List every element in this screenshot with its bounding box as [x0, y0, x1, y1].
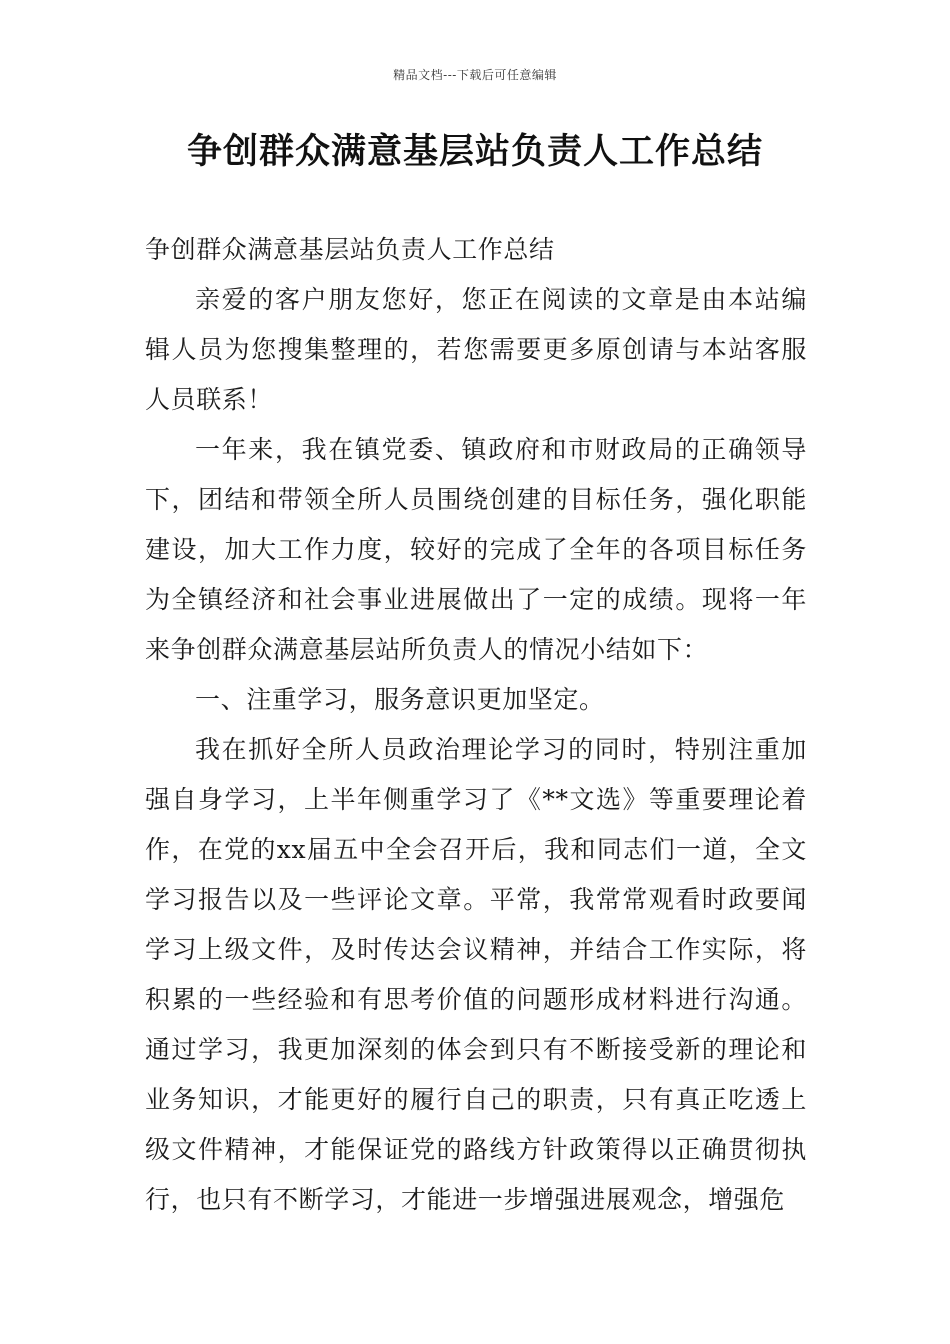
document-body: [145, 225, 807, 1225]
document-title: 争创群众满意基层站负责人工作总结: [186, 132, 763, 172]
body-subtitle: 争创群众满意基层站负责人工作总结: [145, 235, 555, 264]
body-paragraph-intro: 一年来，我在镇党委、镇政府和市财政局的正确领导下，团结和带领全所人员围绕创建的目标任务，强化职能建设，加大工作力度，较好的完成了全年的各项目标任务为全镇经济和社会事业进展做出了一定的成绩。现将一年来争创群众满意基层站所负责人的情况小结如下：: [145, 435, 807, 664]
body-paragraph-study: 我在抓好全所人员政治理论学习的同时，特别注重加强自身学习，上半年侧重学习了《**文选》等重要理论着作，在党的xx届五中全会召开后，我和同志们一道，全文学习报告以及一些评论文章。平常，我常常观看时政要闻学习上级文件，及时传达会议精神，并结合工作实际，将积累的一些经验和有思考价值的问题形成材料进行沟通。通过学习，我更加深刻的体会到只有不断接受新的理论和业务知识，才能更好的履行自己的职责，只有真正吃透上级文件精神，才能保证党的路线方针政策得以正确贯彻执行，也只有不断学习，才能进一步增强进展观念，增强危: [145, 735, 807, 1214]
page-header-note: 精品文档---下载后可任意编辑: [393, 68, 557, 82]
section-heading: 一、注重学习，服务意识更加坚定。: [195, 685, 605, 714]
body-paragraph-greeting: 亲爱的客户朋友您好，您正在阅读的文章是由本站编辑人员为您搜集整理的，若您需要更多原创请与本站客服人员联系！: [145, 285, 807, 414]
